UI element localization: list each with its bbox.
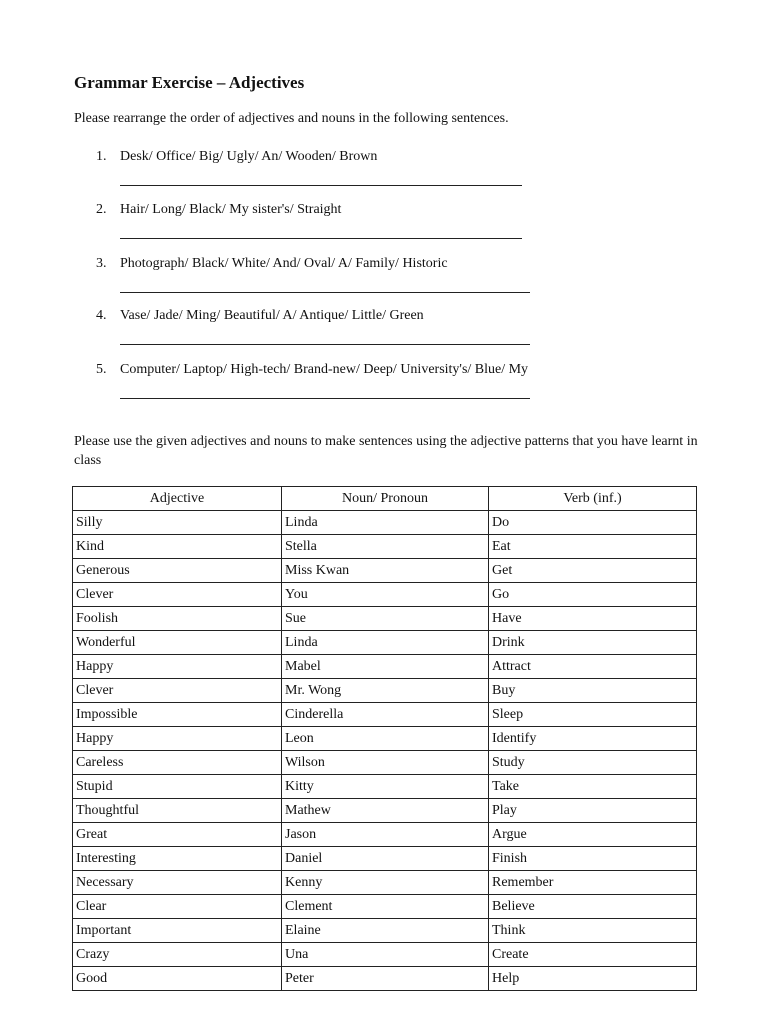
- verb-cell: Buy: [489, 679, 697, 703]
- verb-cell: Study: [489, 751, 697, 775]
- noun-cell: Elaine: [282, 919, 489, 943]
- noun-cell: Leon: [282, 727, 489, 751]
- exercise-number: 4.: [96, 308, 107, 323]
- adjective-cell: Great: [73, 823, 282, 847]
- verb-cell: Think: [489, 919, 697, 943]
- rearrange-instruction: Please rearrange the order of adjectives and nouns in the following sentences.: [74, 111, 509, 126]
- exercise-item: [0, 149, 768, 199]
- table-row: [73, 727, 697, 751]
- noun-cell: You: [282, 583, 489, 607]
- verb-cell: Do: [489, 511, 697, 535]
- verb-cell: Help: [489, 967, 697, 991]
- answer-line[interactable]: [120, 238, 522, 239]
- noun-cell: Linda: [282, 631, 489, 655]
- adjective-cell: Generous: [73, 559, 282, 583]
- noun-cell: Miss Kwan: [282, 559, 489, 583]
- column-header-verb: Verb (inf.): [489, 487, 697, 511]
- column-header-noun: Noun/ Pronoun: [282, 487, 489, 511]
- exercise-item: [0, 202, 768, 252]
- verb-cell: Go: [489, 583, 697, 607]
- table-row: [73, 895, 697, 919]
- adjective-cell: Important: [73, 919, 282, 943]
- adjective-cell: Thoughtful: [73, 799, 282, 823]
- exercise-number: 2.: [96, 202, 107, 217]
- word-table: [72, 486, 697, 991]
- verb-cell: Eat: [489, 535, 697, 559]
- verb-cell: Argue: [489, 823, 697, 847]
- adjective-cell: Happy: [73, 655, 282, 679]
- noun-cell: Kenny: [282, 871, 489, 895]
- noun-cell: Stella: [282, 535, 489, 559]
- answer-line[interactable]: [120, 398, 530, 399]
- verb-cell: Create: [489, 943, 697, 967]
- verb-cell: Attract: [489, 655, 697, 679]
- verb-cell: Drink: [489, 631, 697, 655]
- verb-cell: Identify: [489, 727, 697, 751]
- table-row: [73, 823, 697, 847]
- verb-cell: Remember: [489, 871, 697, 895]
- table-row: [73, 751, 697, 775]
- table-row: [73, 607, 697, 631]
- table-row: [73, 535, 697, 559]
- noun-cell: Clement: [282, 895, 489, 919]
- adjective-cell: Wonderful: [73, 631, 282, 655]
- page-title: Grammar Exercise – Adjectives: [74, 73, 305, 92]
- noun-cell: Jason: [282, 823, 489, 847]
- noun-cell: Mabel: [282, 655, 489, 679]
- verb-cell: Take: [489, 775, 697, 799]
- noun-cell: Wilson: [282, 751, 489, 775]
- verb-cell: Get: [489, 559, 697, 583]
- exercise-item: [0, 308, 768, 358]
- adjective-cell: Interesting: [73, 847, 282, 871]
- adjective-cell: Clear: [73, 895, 282, 919]
- table-row: [73, 847, 697, 871]
- table-row: [73, 799, 697, 823]
- table-header-row: [73, 487, 697, 511]
- adjective-cell: Good: [73, 967, 282, 991]
- adjective-cell: Necessary: [73, 871, 282, 895]
- noun-cell: Sue: [282, 607, 489, 631]
- verb-cell: Believe: [489, 895, 697, 919]
- adjective-cell: Happy: [73, 727, 282, 751]
- answer-line[interactable]: [120, 292, 530, 293]
- noun-cell: Kitty: [282, 775, 489, 799]
- exercise-words: Hair/ Long/ Black/ My sister's/ Straight: [120, 202, 342, 217]
- adjective-cell: Clever: [73, 583, 282, 607]
- table-row: [73, 511, 697, 535]
- exercise-item: [0, 256, 768, 306]
- adjective-cell: Crazy: [73, 943, 282, 967]
- exercise-item: [0, 362, 768, 412]
- table-row: [73, 943, 697, 967]
- table-row: [73, 775, 697, 799]
- adjective-cell: Careless: [73, 751, 282, 775]
- sentence-instruction: Please use the given adjectives and nouns to make sentences using the adjective patterns that you have learnt in class: [74, 434, 698, 468]
- verb-cell: Have: [489, 607, 697, 631]
- noun-cell: Peter: [282, 967, 489, 991]
- verb-cell: Finish: [489, 847, 697, 871]
- noun-cell: Linda: [282, 511, 489, 535]
- exercise-words: Computer/ Laptop/ High-tech/ Brand-new/ Deep/ University's/ Blue/ My: [120, 362, 529, 377]
- verb-cell: Play: [489, 799, 697, 823]
- table-row: [73, 919, 697, 943]
- adjective-cell: Kind: [73, 535, 282, 559]
- table-row: [73, 967, 697, 991]
- table-row: [73, 703, 697, 727]
- adjective-cell: Silly: [73, 511, 282, 535]
- noun-cell: Daniel: [282, 847, 489, 871]
- exercise-number: 3.: [96, 256, 107, 271]
- adjective-cell: Foolish: [73, 607, 282, 631]
- noun-cell: Mathew: [282, 799, 489, 823]
- adjective-cell: Clever: [73, 679, 282, 703]
- table-row: [73, 583, 697, 607]
- column-header-adjective: Adjective: [73, 487, 282, 511]
- table-row: [73, 655, 697, 679]
- table-row: [73, 631, 697, 655]
- exercise-words: Vase/ Jade/ Ming/ Beautiful/ A/ Antique/ Little/ Green: [120, 308, 424, 323]
- adjective-cell: Impossible: [73, 703, 282, 727]
- noun-cell: Mr. Wong: [282, 679, 489, 703]
- exercise-words: Photograph/ Black/ White/ And/ Oval/ A/ Family/ Historic: [120, 256, 448, 271]
- answer-line[interactable]: [120, 185, 522, 186]
- exercise-number: 1.: [96, 149, 107, 164]
- noun-cell: Una: [282, 943, 489, 967]
- noun-cell: Cinderella: [282, 703, 489, 727]
- answer-line[interactable]: [120, 344, 530, 345]
- exercise-number: 5.: [96, 362, 107, 377]
- table-row: [73, 559, 697, 583]
- table-row: [73, 679, 697, 703]
- adjective-cell: Stupid: [73, 775, 282, 799]
- table-body: [73, 511, 697, 991]
- table-row: [73, 871, 697, 895]
- exercise-words: Desk/ Office/ Big/ Ugly/ An/ Wooden/ Brown: [120, 149, 378, 164]
- verb-cell: Sleep: [489, 703, 697, 727]
